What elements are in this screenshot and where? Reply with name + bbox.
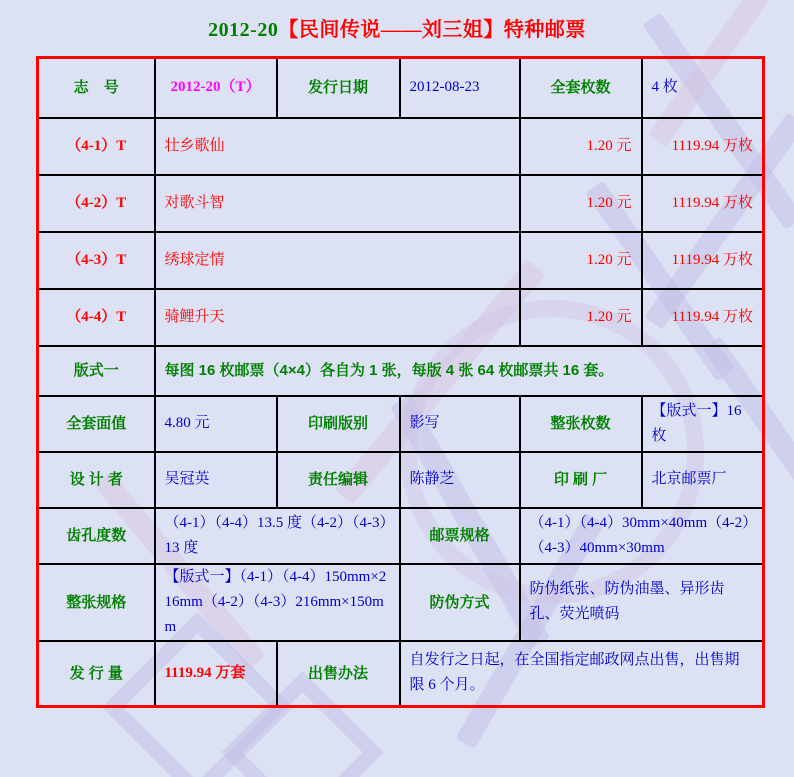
value-catalog-number: 2012-20（T） (155, 58, 277, 118)
title-stamp-name: 【民间传说——刘三姐】特种邮票 (278, 19, 586, 41)
label-sale-method: 出售办法 (277, 641, 400, 707)
value-sale-method: 自发行之日起，在全国指定邮政网点出售，出售期限 6 个月。 (400, 641, 764, 707)
stamp-table-body (38, 58, 764, 707)
label-printing-method: 印刷版别 (277, 396, 400, 452)
label-sheet-count: 整张枚数 (520, 396, 642, 452)
label-stamp-2-code: （4-2）T (38, 175, 155, 232)
page-title (0, 0, 794, 42)
stamp-info-table (36, 56, 765, 708)
table-row-2 (38, 118, 764, 175)
value-stamp-4-price: 1.20 元 (520, 289, 642, 346)
label-editor: 责任编辑 (277, 452, 400, 508)
value-stamp-2-name: 对歌斗智 (155, 175, 520, 232)
label-issue-date: 发行日期 (277, 58, 400, 118)
label-sheet-size: 整张规格 (38, 564, 155, 641)
table-row-6 (38, 346, 764, 396)
table-row-11 (38, 641, 764, 707)
label-perforation: 齿孔度数 (38, 508, 155, 564)
value-sheet-count: 【版式一】16 枚 (642, 396, 764, 452)
table-row-8 (38, 452, 764, 508)
value-stamp-1-quantity: 1119.94 万枚 (642, 118, 764, 175)
value-stamp-2-price: 1.20 元 (520, 175, 642, 232)
value-stamp-3-quantity: 1119.94 万枚 (642, 232, 764, 289)
value-printing-method: 影写 (400, 396, 520, 452)
label-anti-counterfeit: 防伪方式 (400, 564, 520, 641)
label-issue-quantity: 发 行 量 (38, 641, 155, 707)
label-stamp-1-code: （4-1）T (38, 118, 155, 175)
table-row-10 (38, 564, 764, 641)
value-issue-date: 2012-08-23 (400, 58, 520, 118)
value-sheet-format-1-desc: 每图 16 枚邮票（4×4）各自为 1 张，每版 4 张 64 枚邮票共 16 套。 (155, 346, 764, 396)
table-row-9 (38, 508, 764, 564)
table-row-4 (38, 232, 764, 289)
label-set-face-value: 全套面值 (38, 396, 155, 452)
label-sheet-format-1: 版式一 (38, 346, 155, 396)
table-row-7 (38, 396, 764, 452)
table-row-1 (38, 58, 764, 118)
value-stamp-size: （4-1）（4-4）30mm×40mm（4-2）（4-3）40mm×30mm (520, 508, 764, 564)
value-stamp-2-quantity: 1119.94 万枚 (642, 175, 764, 232)
label-printer: 印 刷 厂 (520, 452, 642, 508)
value-anti-counterfeit: 防伪纸张、防伪油墨、异形齿孔、荧光喷码 (520, 564, 764, 641)
value-set-count: 4 枚 (642, 58, 764, 118)
table-row-5 (38, 289, 764, 346)
value-stamp-4-name: 骑鲤升天 (155, 289, 520, 346)
label-designer: 设 计 者 (38, 452, 155, 508)
value-stamp-1-price: 1.20 元 (520, 118, 642, 175)
label-stamp-3-code: （4-3）T (38, 232, 155, 289)
value-stamp-3-name: 绣球定情 (155, 232, 520, 289)
value-stamp-4-quantity: 1119.94 万枚 (642, 289, 764, 346)
value-perforation: （4-1）（4-4）13.5 度（4-2）（4-3）13 度 (155, 508, 400, 564)
value-editor: 陈静芝 (400, 452, 520, 508)
table-row-3 (38, 175, 764, 232)
title-catalog-number: 2012-20 (208, 19, 279, 41)
value-designer: 吴冠英 (155, 452, 277, 508)
value-stamp-3-price: 1.20 元 (520, 232, 642, 289)
value-set-face-value: 4.80 元 (155, 396, 277, 452)
value-printer: 北京邮票厂 (642, 452, 764, 508)
value-stamp-1-name: 壮乡歌仙 (155, 118, 520, 175)
label-stamp-4-code: （4-4）T (38, 289, 155, 346)
label-catalog-number: 志 号 (38, 58, 155, 118)
label-set-count: 全套枚数 (520, 58, 642, 118)
label-stamp-size: 邮票规格 (400, 508, 520, 564)
value-sheet-size: 【版式一】（4-1）（4-4）150mm×216mm（4-2）（4-3）216mm×150mm (155, 564, 400, 641)
value-issue-quantity: 1119.94 万套 (155, 641, 277, 707)
